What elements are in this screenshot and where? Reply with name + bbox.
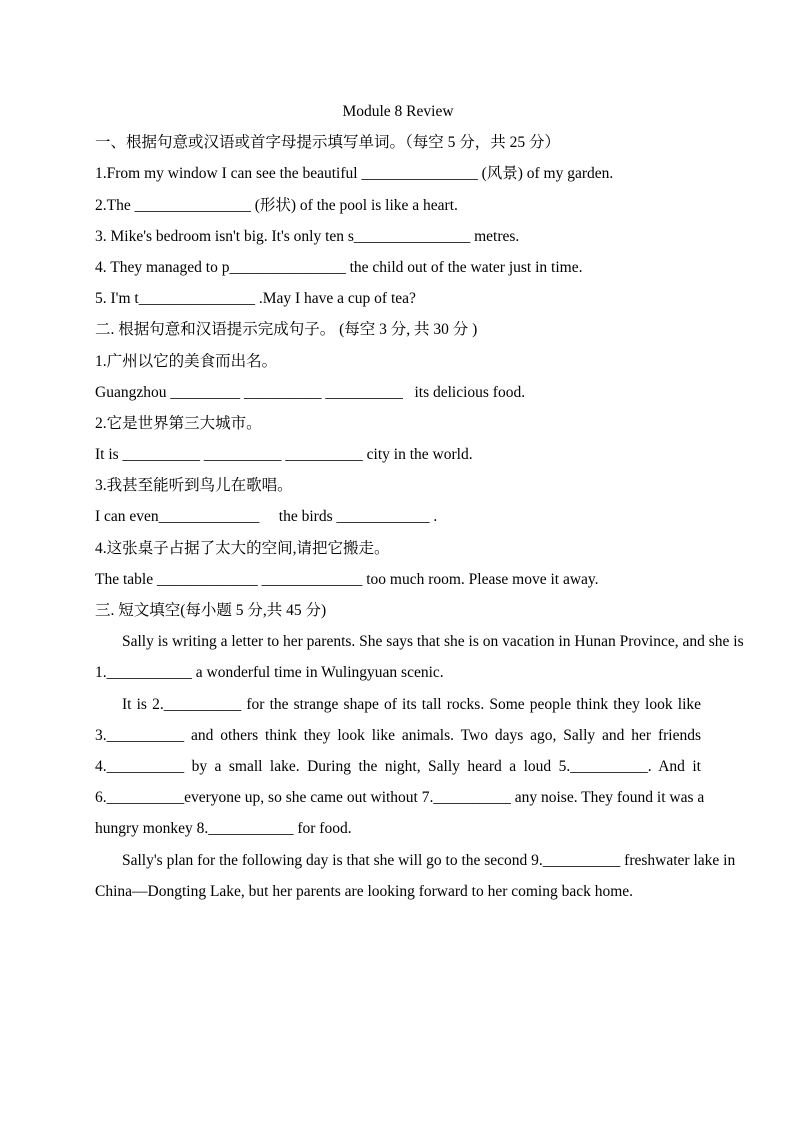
section1-question-5: 5. I'm t_______________ .May I have a cup of tea? — [95, 290, 416, 308]
section3-passage-line-9: China—Dongting Lake, but her parents are looking forward to her coming back home. — [95, 882, 634, 900]
section1-question-4: 4. They managed to p_______________ the child out of the water just in time. — [95, 258, 583, 276]
section3-passage-line-5: 4.__________ by a small lake. During the night, Sally heard a loud 5.__________. And it — [95, 757, 701, 775]
section3-passage-line-7: hungry monkey 8.___________ for food. — [95, 820, 352, 838]
section3-passage-line-6: 6.__________everyone up, so she came out without 7.__________ any noise. They found it was a — [95, 789, 705, 807]
section2-q2-english: It is __________ __________ __________ city in the world. — [95, 446, 473, 464]
section3-passage-line-4: 3.__________ and others think they look like animals. Two days ago, Sally and her friends — [95, 726, 701, 744]
page-title: Module 8 Review — [342, 103, 454, 120]
section3-passage-line-8: Sally's plan for the following day is that she will go to the second 9.__________ freshwater lake in — [122, 851, 736, 869]
section3-passage-line-2: 1.___________ a wonderful time in Wulingyuan scenic. — [95, 664, 444, 682]
section2-q1-chinese: 1.广州以它的美食而出名。 — [95, 352, 278, 370]
section2-q3-chinese: 3.我甚至能听到鸟儿在歌唱。 — [95, 477, 293, 495]
section1-question-1: 1.From my window I can see the beautiful _______________ (风景) of my garden. — [95, 165, 614, 183]
section1-header: 一、根据句意或汉语或首字母提示填写单词。（每空 5 分，共 25 分） — [95, 134, 561, 152]
section3-passage-line-1: Sally is writing a letter to her parents. She says that she is on vacation in Hunan Province, and she is — [122, 633, 744, 651]
section1-question-3: 3. Mike's bedroom isn't big. It's only ten s_______________ metres. — [95, 227, 520, 245]
section2-q2-chinese: 2.它是世界第三大城市。 — [95, 414, 262, 432]
section2-q3-english: I can even_____________ the birds ____________ . — [95, 508, 438, 526]
section2-q1-english: Guangzhou _________ __________ __________ its delicious food. — [95, 383, 526, 401]
section2-q4-chinese: 4.这张桌子占据了太大的空间,请把它搬走。 — [95, 539, 390, 557]
section2-q4-english: The table _____________ _____________ too much room. Please move it away. — [95, 570, 599, 588]
section1-question-2: 2.The _______________ (形状) of the pool is like a heart. — [95, 196, 458, 214]
section3-passage-line-3: It is 2.__________ for the strange shape of its tall rocks. Some people think they look like — [122, 695, 701, 713]
section3-header: 三. 短文填空(每小题 5 分,共 45 分) — [95, 602, 327, 619]
section2-header: 二. 根据句意和汉语提示完成句子。 (每空 3 分, 共 30 分 ) — [95, 321, 478, 339]
